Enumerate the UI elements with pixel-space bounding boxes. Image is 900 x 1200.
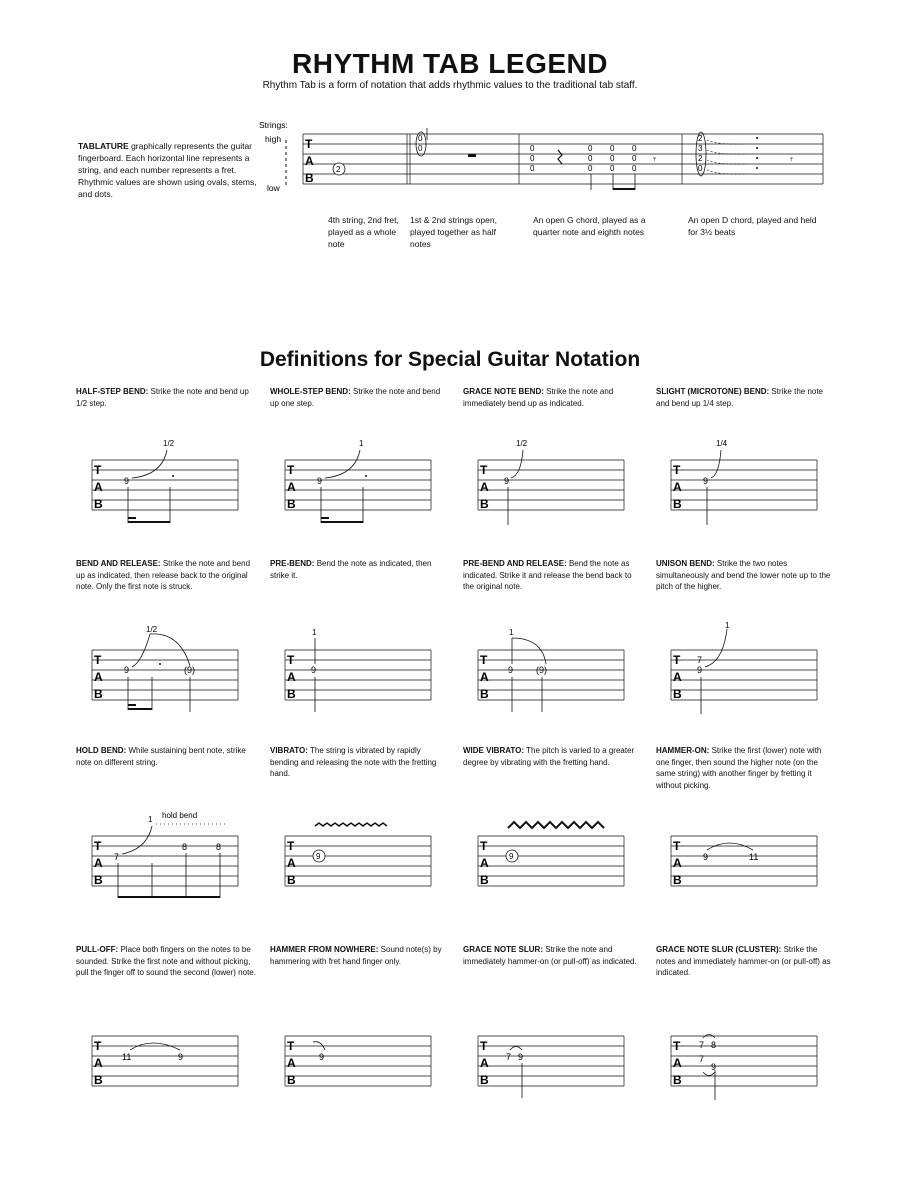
svg-text:B: B xyxy=(94,1073,103,1087)
svg-text:9: 9 xyxy=(124,665,130,675)
example-3-fret-3: 0 xyxy=(530,164,535,173)
def-grace-note-slur-cluster: GRACE NOTE SLUR (CLUSTER): Strike the notes and immediately hammer-on (or pull-off) as indicated. xyxy=(656,945,831,977)
example-4-fret-1: 2 xyxy=(698,134,703,143)
def-vibrato: VIBRATO: The string is vibrated by rapidly bending and releasing the note with the fretting hand. xyxy=(270,746,437,778)
svg-text:8: 8 xyxy=(216,842,222,852)
svg-text:9: 9 xyxy=(509,852,514,861)
svg-text:A: A xyxy=(94,856,103,870)
example-2-caption: 1st & 2nd strings open, played together as half notes xyxy=(410,215,497,249)
svg-text:(9): (9) xyxy=(184,665,195,675)
svg-text:B: B xyxy=(287,687,296,701)
staff-pre-bend xyxy=(281,622,441,722)
example-3-caption: An open G chord, played as a quarter note and eighth notes xyxy=(533,215,646,237)
svg-text:A: A xyxy=(287,670,296,684)
svg-text:9: 9 xyxy=(508,665,514,675)
svg-text:A: A xyxy=(94,1056,103,1070)
staff-grace-note-slur xyxy=(474,1010,634,1110)
staff-grace-note-bend xyxy=(474,430,634,530)
svg-text:T: T xyxy=(287,463,295,477)
def-grace-note-bend: GRACE NOTE BEND: Strike the note and immediately bend up as indicated. xyxy=(463,387,614,408)
tab-letter-t: T xyxy=(305,137,313,151)
example-2-fret-1: 0 xyxy=(418,134,423,143)
svg-text:7: 7 xyxy=(699,1040,705,1050)
svg-text:A: A xyxy=(673,480,682,494)
example-3-fret-1: 0 xyxy=(530,144,535,153)
def-unison-bend: UNISON BEND: Strike the two notes simultaneously and bend the lower note up to the pitch of the higher. xyxy=(656,559,831,591)
svg-text:0: 0 xyxy=(588,154,593,163)
svg-text:T: T xyxy=(287,1039,295,1053)
definitions-title: Definitions for Special Guitar Notation xyxy=(259,348,641,371)
high-label: high xyxy=(265,134,282,144)
example-3-fret-2: 0 xyxy=(530,154,535,163)
svg-text:B: B xyxy=(94,497,103,511)
staff-hammer-from-nowhere xyxy=(281,1010,441,1110)
svg-text:B: B xyxy=(287,1073,296,1087)
svg-text:9: 9 xyxy=(711,1062,717,1072)
staff-whole-step-bend xyxy=(281,430,441,530)
svg-text:B: B xyxy=(673,873,682,887)
svg-text:9: 9 xyxy=(311,665,317,675)
svg-text:A: A xyxy=(287,1056,296,1070)
svg-text:A: A xyxy=(94,480,103,494)
staff-half-step-bend xyxy=(88,430,248,530)
svg-text:11: 11 xyxy=(749,852,759,862)
svg-text:B: B xyxy=(287,873,296,887)
staff-wide-vibrato xyxy=(474,806,634,906)
def-bend-and-release: BEND AND RELEASE: Strike the note and bend up as indicated, then release back to the original note. Only the first note is struck. xyxy=(76,559,251,591)
def-pre-bend: PRE-BEND: Bend the note as indicated, then strike it. xyxy=(270,559,432,580)
svg-text:A: A xyxy=(673,856,682,870)
svg-text:0: 0 xyxy=(588,164,593,173)
svg-text:7: 7 xyxy=(699,1054,705,1064)
def-hammer-on: HAMMER-ON: Strike the first (lower) note with one finger, then sound the higher note (on the same string) with another finger by fretting it without picking. xyxy=(656,746,822,790)
svg-text:A: A xyxy=(673,670,682,684)
svg-text:A: A xyxy=(94,670,103,684)
def-pre-bend-and-release: PRE-BEND AND RELEASE: Bend the note as indicated. Strike it and release the bend back to the original note. xyxy=(463,559,632,591)
def-hammer-from-nowhere: HAMMER FROM NOWHERE: Sound note(s) by hammering with fret hand finger only. xyxy=(270,945,442,966)
svg-text:1: 1 xyxy=(359,439,364,448)
tablature-description xyxy=(78,140,263,200)
svg-text:T: T xyxy=(673,463,681,477)
staff-bend-and-release xyxy=(88,622,248,722)
svg-text:B: B xyxy=(480,873,489,887)
def-slight-bend: SLIGHT (MICROTONE) BEND: Strike the note and bend up 1/4 step. xyxy=(656,387,824,408)
svg-text:T: T xyxy=(94,653,102,667)
svg-text:8: 8 xyxy=(711,1040,717,1050)
svg-text:0: 0 xyxy=(632,144,637,153)
svg-text:T: T xyxy=(94,839,102,853)
staff-vibrato xyxy=(281,806,441,906)
svg-text:T: T xyxy=(480,463,488,477)
svg-text:9: 9 xyxy=(703,476,709,486)
svg-text:B: B xyxy=(480,497,489,511)
svg-text:B: B xyxy=(673,687,682,701)
staff-hold-bend xyxy=(88,806,248,906)
svg-text:B: B xyxy=(94,687,103,701)
svg-text:9: 9 xyxy=(316,852,321,861)
def-wide-vibrato: WIDE VIBRATO: The pitch is varied to a greater degree by vibrating with the fretting hand. xyxy=(463,746,635,767)
page-subtitle: Rhythm Tab is a form of notation that adds rhythmic values to the traditional tab staff. xyxy=(262,80,638,91)
svg-text:7: 7 xyxy=(697,655,703,665)
svg-text:𝄾: 𝄾 xyxy=(653,154,656,166)
staff-pre-bend-and-release xyxy=(474,622,634,722)
svg-text:𝄾: 𝄾 xyxy=(790,154,793,166)
example-2-fret-2: 0 xyxy=(418,144,423,153)
svg-text:1: 1 xyxy=(312,628,317,637)
tablature-text: graphically represents the guitar fingerboard. Each horizontal line represents a string, and each number represents a fret. Rhythmic values are shown using ovals, stems, and dots. xyxy=(78,141,257,199)
tab-letter-b: B xyxy=(305,171,314,185)
svg-text:0: 0 xyxy=(588,144,593,153)
staff-grace-note-slur-cluster xyxy=(667,1010,827,1110)
svg-text:A: A xyxy=(287,856,296,870)
example-4-caption: An open D chord, played and held for 3½ beats xyxy=(688,215,817,237)
svg-text:A: A xyxy=(480,670,489,684)
svg-text:B: B xyxy=(673,497,682,511)
svg-text:1/4: 1/4 xyxy=(716,439,728,448)
example-1-caption: 4th string, 2nd fret, played as a whole note xyxy=(328,215,399,249)
low-label: low xyxy=(267,183,280,193)
svg-text:11: 11 xyxy=(122,1052,132,1062)
svg-text:0: 0 xyxy=(610,144,615,153)
svg-text:9: 9 xyxy=(518,1052,524,1062)
svg-text:1: 1 xyxy=(725,622,730,630)
svg-text:T: T xyxy=(94,1039,102,1053)
staff-unison-bend xyxy=(667,622,827,722)
svg-text:9: 9 xyxy=(319,1052,325,1062)
svg-text:B: B xyxy=(480,687,489,701)
example-1-fret: 2 xyxy=(336,165,341,174)
svg-text:B: B xyxy=(287,497,296,511)
def-whole-step-bend: WHOLE-STEP BEND: Strike the note and bend up one step. xyxy=(270,387,441,408)
svg-text:A: A xyxy=(480,1056,489,1070)
svg-text:9: 9 xyxy=(178,1052,184,1062)
svg-text:T: T xyxy=(480,653,488,667)
svg-text:hold bend: hold bend xyxy=(162,811,198,820)
svg-text:T: T xyxy=(673,1039,681,1053)
svg-text:T: T xyxy=(287,653,295,667)
def-hold-bend: HOLD BEND: While sustaining bent note, strike note on different string. xyxy=(76,746,246,767)
svg-text:1: 1 xyxy=(148,815,153,824)
def-pull-off: PULL-OFF: Place both fingers on the notes to be sounded. Strike the first note and without picking, pull the finger off to sound the second (lower) note. xyxy=(76,945,256,977)
staff-slight-bend xyxy=(667,430,827,530)
svg-text:7: 7 xyxy=(114,852,120,862)
svg-text:8: 8 xyxy=(182,842,188,852)
legend-tab-staff xyxy=(255,118,835,198)
svg-text:(9): (9) xyxy=(536,665,547,675)
svg-text:0: 0 xyxy=(632,164,637,173)
svg-text:9: 9 xyxy=(317,476,323,486)
svg-text:9: 9 xyxy=(697,665,703,675)
tab-letter-a: A xyxy=(305,154,314,168)
svg-text:9: 9 xyxy=(124,476,130,486)
svg-text:1: 1 xyxy=(509,628,514,637)
def-grace-note-slur: GRACE NOTE SLUR: Strike the note and immediately hammer-on (or pull-off) as indicated. xyxy=(463,945,637,966)
svg-text:1/2: 1/2 xyxy=(163,439,175,448)
svg-text:T: T xyxy=(673,653,681,667)
svg-text:A: A xyxy=(287,480,296,494)
svg-text:0: 0 xyxy=(632,154,637,163)
strings-label: Strings: xyxy=(259,120,288,130)
svg-text:0: 0 xyxy=(610,164,615,173)
example-4-fret-3: 2 xyxy=(698,154,703,163)
svg-text:B: B xyxy=(94,873,103,887)
svg-text:T: T xyxy=(673,839,681,853)
tablature-term: TABLATURE xyxy=(78,141,129,151)
svg-text:B: B xyxy=(673,1073,682,1087)
svg-text:1/2: 1/2 xyxy=(146,625,158,634)
staff-pull-off xyxy=(88,1010,248,1110)
svg-text:T: T xyxy=(480,839,488,853)
svg-text:T: T xyxy=(94,463,102,477)
svg-text:A: A xyxy=(673,1056,682,1070)
staff-hammer-on xyxy=(667,806,827,906)
svg-text:A: A xyxy=(480,856,489,870)
svg-text:0: 0 xyxy=(610,154,615,163)
svg-text:7: 7 xyxy=(506,1052,512,1062)
page-title: RHYTHM TAB LEGEND xyxy=(292,48,608,79)
example-4-fret-4: 0 xyxy=(698,164,703,173)
svg-text:9: 9 xyxy=(504,476,510,486)
svg-text:A: A xyxy=(480,480,489,494)
svg-text:1/2: 1/2 xyxy=(516,439,528,448)
def-half-step-bend: HALF-STEP BEND: Strike the note and bend up 1/2 step. xyxy=(76,387,249,408)
svg-text:9: 9 xyxy=(703,852,709,862)
svg-text:B: B xyxy=(480,1073,489,1087)
svg-text:T: T xyxy=(480,1039,488,1053)
example-4-fret-2: 3 xyxy=(698,144,703,153)
svg-text:T: T xyxy=(287,839,295,853)
